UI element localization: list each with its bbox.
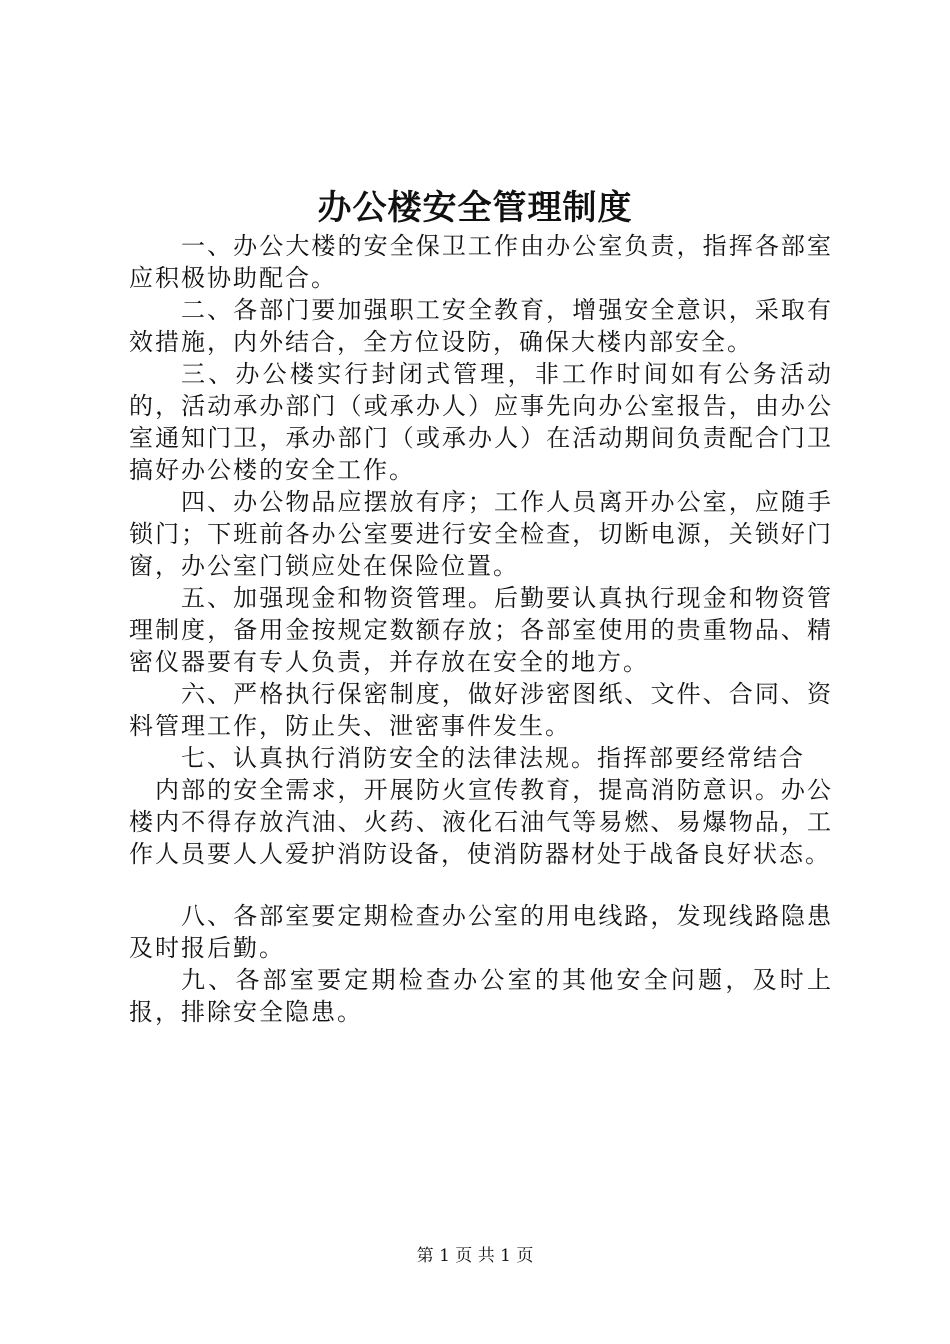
paragraph-9: 九、各部室要定期检查办公室的其他安全问题，及时上报，排除安全隐患。 bbox=[129, 966, 833, 1026]
paragraph-4: 四、办公物品应摆放有序；工作人员离开办公室，应随手锁门；下班前各办公室要进行安全检查，切断电源，关锁好门窗，办公室门锁应处在保险位置。 bbox=[129, 488, 833, 580]
document-body bbox=[129, 230, 833, 1028]
paragraph-gap bbox=[129, 870, 833, 900]
page-number-footer: 第 1 页 共 1 页 bbox=[416, 1246, 534, 1266]
paragraph-6: 六、严格执行保密制度，做好涉密图纸、文件、合同、资料管理工作，防止失、泄密事件发生。 bbox=[129, 680, 833, 740]
document-title: 办公楼安全管理制度 bbox=[317, 188, 633, 228]
paragraph-7-continuation: 内部的安全需求，开展防火宣传教育，提高消防意识。办公楼内不得存放汽油、火药、液化石油气等易燃、易爆物品，工作人员要人人爱护消防设备，使消防器材处于战备良好状态。 bbox=[129, 776, 833, 868]
paragraph-7-lead: 七、认真执行消防安全的法律法规。指挥部要经常结合 bbox=[181, 744, 805, 772]
paragraph-5: 五、加强现金和物资管理。后勤要认真执行现金和物资管理制度，备用金按规定数额存放；各部室使用的贵重物品、精密仪器要有专人负责，并存放在安全的地方。 bbox=[129, 584, 833, 676]
paragraph-3: 三、办公楼实行封闭式管理，非工作时间如有公务活动的，活动承办部门（或承办人）应事先向办公室报告，由办公室通知门卫，承办部门（或承办人）在活动期间负责配合门卫搞好办公楼的安全工作。 bbox=[129, 360, 833, 484]
paragraph-2: 二、各部门要加强职工安全教育，增强安全意识，采取有效措施，内外结合，全方位设防，确保大楼内部安全。 bbox=[129, 296, 833, 356]
paragraph-8: 八、各部室要定期检查办公室的用电线路，发现线路隐患及时报后勤。 bbox=[129, 902, 833, 962]
paragraph-1: 一、办公大楼的安全保卫工作由办公室负责，指挥各部室应积极协助配合。 bbox=[129, 232, 833, 292]
